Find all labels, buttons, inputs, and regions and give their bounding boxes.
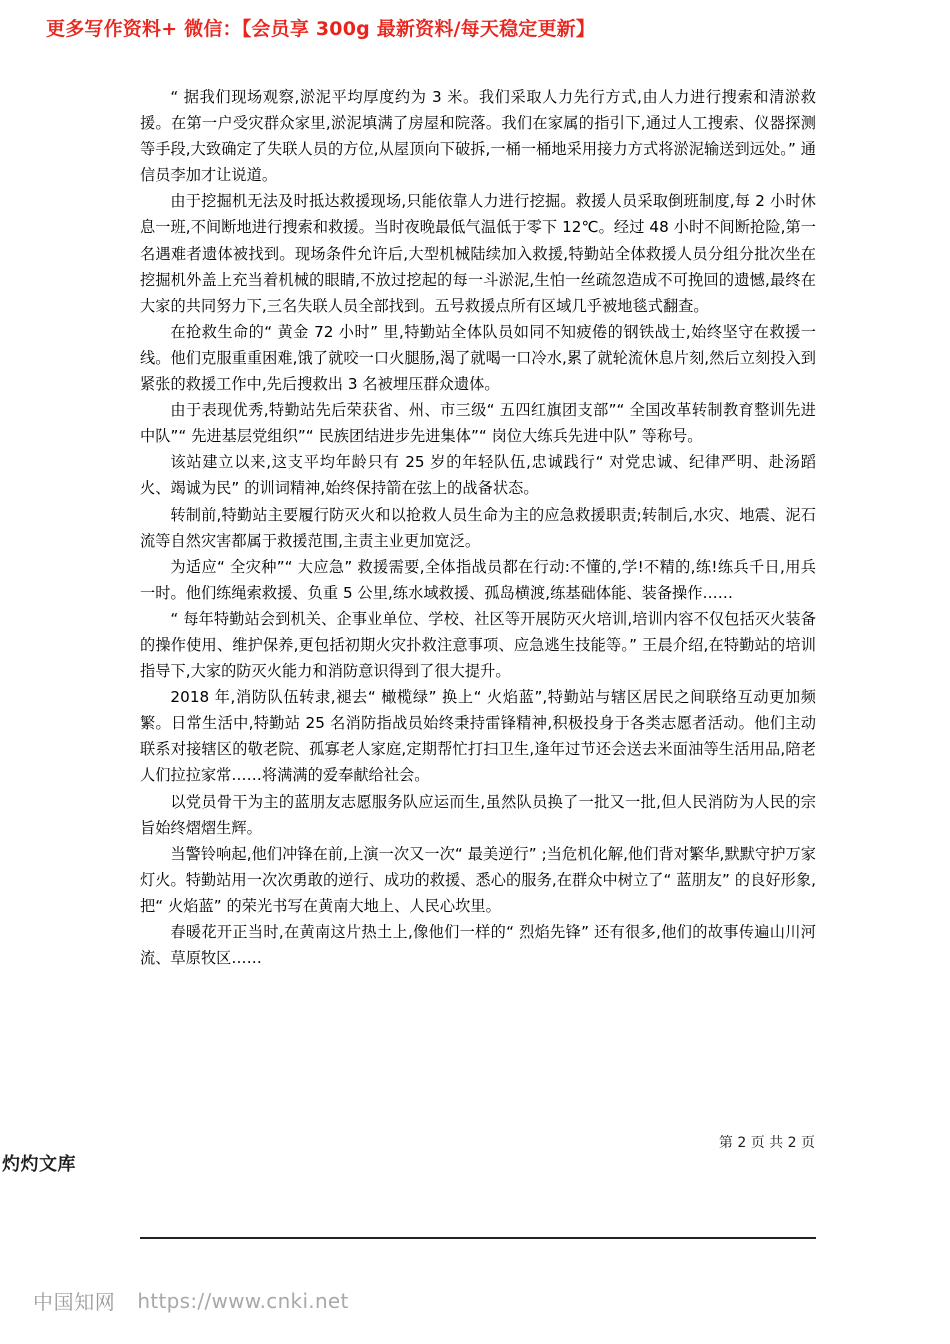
paragraph: 该站建立以来,这支平均年龄只有 25 岁的年轻队伍,忠诚践行“ 对党忠诚、纪律严明、赴汤蹈火、竭诚为民” 的训词精神,始终保持箭在弦上的战备状态。 (140, 453, 816, 498)
paragraph: 以党员骨干为主的蓝朋友志愿服务队应运而生,虽然队员换了一批又一批,但人民消防为人民的宗旨始终熠熠生辉。 (140, 792, 816, 837)
cnki-brand-name: 中国知网 (33, 1290, 116, 1314)
library-watermark: 灼灼文库 (2, 1154, 76, 1175)
cnki-footer (33, 1286, 349, 1315)
document-body (140, 84, 816, 971)
footer-divider (140, 1237, 816, 1239)
paragraph: 在抢救生命的“ 黄金 72 小时” 里,特勤站全体队员如同不知疲倦的钢铁战士,始终坚守在救援一线。他们克服重重困难,饿了就咬一口火腿肠,渴了就喝一口冷水,累了就轮流休息片刻,然后立刻投入到紧张的救援工作中,先后搜救出 3 名被埋压群众遗体。 (140, 322, 816, 394)
paragraph: 当警铃响起,他们冲锋在前,上演一次又一次“ 最美逆行” ;当危机化解,他们背对繁华,默默守护万家灯火。特勤站用一次次勇敢的逆行、成功的救援、悉心的服务,在群众中树立了“ 蓝朋友” 的良好形象,把“ 火焰蓝” 的荣光书写在黄南大地上、人民心坎里。 (140, 844, 816, 915)
promo-banner (0, 14, 950, 41)
promo-banner-text: 更多写作资料+ 微信：【会员享 300g 最新资料/每天稳定更新】 (46, 18, 596, 40)
cnki-url: https://www.cnki.net (137, 1288, 349, 1313)
paragraph: 转制前,特勤站主要履行防灭火和以抢救人员生命为主的应急救援职责;转制后,水灾、地震、泥石流等自然灾害都属于救援范围,主责主业更加宽泛。 (140, 505, 816, 550)
paragraph: 为适应“ 全灾种”“ 大应急” 救援需要,全体指战员都在行动:不懂的,学!不精的,练!练兵千日,用兵一时。他们练绳索救援、负重 5 公里,练水域救援、孤岛横渡,练基础体能、装备操作…… (140, 557, 816, 602)
paragraph: 2018 年,消防队伍转隶,褪去“ 橄榄绿” 换上“ 火焰蓝”,特勤站与辖区居民之间联络互动更加频繁。日常生活中,特勤站 25 名消防指战员始终秉持雷锋精神,积极投身于各类志愿者活动。他们主动联系对接辖区的敬老院、孤寡老人家庭,定期帮忙打扫卫生,逢年过节还会送去米面油等生活用品,陪老人们拉拉家常……将满满的爱奉献给社会。 (140, 688, 816, 785)
paragraph: 春暖花开正当时,在黄南这片热土上,像他们一样的“ 烈焰先锋” 还有很多,他们的故事传遍山川河流、草原牧区…… (140, 923, 816, 968)
paragraph: “ 据我们现场观察,淤泥平均厚度约为 3 米。我们采取人力先行方式,由人力进行搜索和清淤救援。在第一户受灾群众家里,淤泥填满了房屋和院落。我们在家属的指引下,通过人工搜索、仪器探测等手段,大致确定了失联人员的方位,从屋顶向下破拆,一桶一桶地采用接力方式将淤泥输送到远处。” 通信员李加才让说道。 (140, 88, 816, 185)
paragraph: 由于挖掘机无法及时抵达救援现场,只能依靠人力进行挖掘。救援人员采取倒班制度,每 2 小时休息一班,不间断地进行搜索和救援。当时夜晚最低气温低于零下 12℃。经过 48 小时不间断抢险,第一名遇难者遗体被找到。现场条件允许后,大型机械陆续加入救援,特勤站全体救援人员分组分批次坐在挖掘机外盖上充当着机械的眼睛,不放过挖起的每一斗淤泥,生怕一丝疏忽造成不可挽回的遗憾,最终在大家的共同努力下,三名失联人员全部找到。五号救援点所有区域几乎被地毯式翻查。 (140, 192, 816, 315)
page-number-indicator: 第 2 页 共 2 页 (718, 1135, 815, 1151)
paragraph: “ 每年特勤站会到机关、企事业单位、学校、社区等开展防灭火培训,培训内容不仅包括灭火装备的操作使用、维护保养,更包括初期火灾扑救注意事项、应急逃生技能等。” 王晨介绍,在特勤站的培训指导下,大家的防灭火能力和消防意识得到了很大提升。 (140, 609, 816, 681)
paragraph: 由于表现优秀,特勤站先后荣获省、州、市三级“ 五四红旗团支部”“ 全国改革转制教育整训先进中队”“ 先进基层党组织”“ 民族团结进步先进集体”“ 岗位大练兵先进中队” 等称号。 (140, 401, 816, 446)
